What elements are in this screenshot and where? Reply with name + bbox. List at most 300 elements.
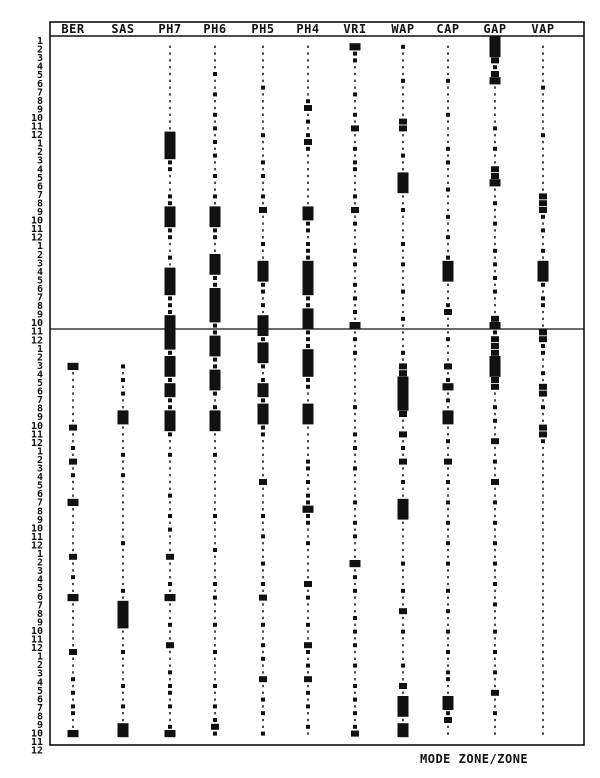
cell-cap <box>447 372 449 374</box>
cell-gap <box>494 256 496 258</box>
cell-vri <box>354 277 356 279</box>
cell-ph4 <box>307 712 309 714</box>
cell-ph4 <box>306 256 310 260</box>
cell-ph7 <box>165 329 176 336</box>
cell-wap <box>398 499 409 506</box>
cell-gap <box>494 100 496 102</box>
cell-ber <box>72 454 74 456</box>
cell-vri <box>354 569 356 571</box>
cell-wap <box>402 488 404 490</box>
cell-gap <box>494 270 496 272</box>
cell-ph7 <box>169 664 171 666</box>
cell-vri <box>354 86 356 88</box>
cell-ber <box>72 603 74 605</box>
cell-ph5 <box>262 52 264 54</box>
cell-ph5 <box>262 522 264 524</box>
cell-gap <box>494 284 496 286</box>
cell-wap <box>399 411 407 417</box>
cell-vap <box>542 148 544 150</box>
cell-ph7 <box>168 514 172 518</box>
cell-gap <box>494 576 496 578</box>
cell-cap <box>447 175 449 177</box>
cell-ph7 <box>169 698 171 700</box>
cell-vap <box>542 488 544 490</box>
cell-wap <box>398 390 409 397</box>
cell-ph5 <box>262 630 264 632</box>
cell-wap <box>402 420 404 422</box>
cell-ph6 <box>213 718 217 722</box>
cell-ph6 <box>213 92 217 96</box>
cell-vap <box>539 200 547 206</box>
cell-vap <box>542 358 544 360</box>
cell-ph4 <box>307 562 309 564</box>
row-tick-label: 10 <box>30 112 43 124</box>
cell-ph6 <box>210 308 221 315</box>
cell-gap <box>493 630 497 634</box>
cell-vri <box>353 58 357 62</box>
cell-ber <box>72 569 74 571</box>
cell-cap <box>447 549 449 551</box>
cell-cap <box>446 630 450 634</box>
cell-cap <box>447 318 449 320</box>
cell-wap <box>402 168 404 170</box>
cell-vap <box>542 80 544 82</box>
cell-vri <box>350 560 361 567</box>
cell-cap <box>447 222 449 224</box>
cell-ph7 <box>165 315 176 322</box>
cell-ph6 <box>213 548 217 552</box>
cell-vri <box>354 256 356 258</box>
cell-wap <box>398 397 409 404</box>
cell-ph7 <box>169 474 171 476</box>
cell-ph4 <box>307 603 309 605</box>
cell-gap <box>494 644 496 646</box>
row-tick-label: 4 <box>36 574 43 586</box>
cell-ph4 <box>307 168 309 170</box>
cell-vap <box>542 494 544 496</box>
cell-vri <box>354 610 356 612</box>
cell-wap <box>399 370 407 376</box>
cell-vap <box>542 698 544 700</box>
cell-gap <box>494 399 496 401</box>
row-tick-label: 1 <box>36 651 43 663</box>
cell-vap <box>542 188 544 190</box>
cell-ph6 <box>213 276 217 280</box>
cell-wap <box>402 583 404 585</box>
cell-ber <box>72 494 74 496</box>
cell-ph5 <box>261 582 265 586</box>
cell-wap <box>398 696 409 703</box>
cell-ph4 <box>307 52 309 54</box>
cell-ber <box>69 649 77 655</box>
cell-ph7 <box>168 432 172 436</box>
cell-ph6 <box>214 542 216 544</box>
cell-gap <box>494 154 496 156</box>
cell-cap <box>447 168 449 170</box>
cell-ph6 <box>214 243 216 245</box>
cell-ph7 <box>169 535 171 537</box>
cell-sas <box>121 364 125 368</box>
cell-gap <box>493 126 497 130</box>
cell-ph5 <box>261 283 265 287</box>
cell-cap <box>447 297 449 299</box>
cell-ph5 <box>262 637 264 639</box>
cell-cap <box>447 508 449 510</box>
cell-ph5 <box>261 242 265 246</box>
row-tick-label: 3 <box>36 53 43 65</box>
cell-vri <box>354 379 356 381</box>
cell-gap <box>490 77 501 84</box>
cell-ph5 <box>262 372 264 374</box>
cell-ph6 <box>214 161 216 163</box>
cell-vri <box>354 420 356 422</box>
cell-ber <box>72 522 74 524</box>
cell-ph6 <box>214 671 216 673</box>
cell-ph7 <box>169 488 171 490</box>
cell-ph4 <box>304 581 312 587</box>
cell-ph7 <box>168 160 172 164</box>
cell-ph6 <box>213 194 217 198</box>
cell-vap <box>542 175 544 177</box>
cell-vap <box>541 133 545 137</box>
cell-sas <box>122 528 124 530</box>
cell-gap <box>494 107 496 109</box>
cell-cap <box>446 677 450 681</box>
cell-vap <box>541 351 545 355</box>
cell-ph5 <box>259 676 267 682</box>
cell-ph6 <box>210 288 221 295</box>
cell-vap <box>542 705 544 707</box>
cell-ber <box>69 459 77 465</box>
cell-ph4 <box>303 274 314 281</box>
cell-vri <box>354 705 356 707</box>
cell-ph7 <box>165 370 176 377</box>
cell-vri <box>354 243 356 245</box>
cell-wap <box>402 569 404 571</box>
cell-wap <box>402 440 404 442</box>
cell-gap <box>494 664 496 666</box>
cell-wap <box>399 608 407 614</box>
cell-gap <box>494 243 496 245</box>
cell-gap <box>494 515 496 517</box>
cell-gap <box>490 43 501 50</box>
cell-sas <box>122 644 124 646</box>
cell-sas <box>122 406 124 408</box>
cell-wap <box>402 256 404 258</box>
cell-wap <box>401 79 405 83</box>
cell-vap <box>542 644 544 646</box>
cell-ph4 <box>303 356 314 363</box>
cell-cap <box>446 79 450 83</box>
cell-gap <box>494 494 496 496</box>
cell-wap <box>402 658 404 660</box>
cell-ph7 <box>169 66 171 68</box>
cell-ph5 <box>262 188 264 190</box>
column-label-wap: WAP <box>391 22 415 36</box>
cell-ph5 <box>259 479 267 485</box>
row-tick-label: 4 <box>36 266 43 278</box>
cell-ph5 <box>262 556 264 558</box>
row-tick-label: 1 <box>36 241 43 253</box>
cell-gap <box>491 438 499 444</box>
column-label-cap: CAP <box>436 22 460 36</box>
cell-wap <box>402 93 404 95</box>
cell-sas <box>122 583 124 585</box>
cell-ph5 <box>262 590 264 592</box>
cell-ph4 <box>304 105 312 111</box>
cell-vri <box>354 386 356 388</box>
cell-gap <box>494 685 496 687</box>
cell-gap <box>494 447 496 449</box>
cell-ph5 <box>261 398 265 402</box>
cell-wap <box>402 719 404 721</box>
cell-cap <box>447 617 449 619</box>
cell-ph5 <box>262 508 264 510</box>
row-tick-label: 4 <box>36 677 43 689</box>
cell-ber <box>72 542 74 544</box>
row-tick-label: 3 <box>36 566 43 578</box>
cell-ph4 <box>307 671 309 673</box>
cell-ph6 <box>213 623 217 627</box>
cell-vap <box>541 249 545 253</box>
row-tick-label: 3 <box>36 360 43 372</box>
cell-ph5 <box>262 107 264 109</box>
cell-ph4 <box>306 480 310 484</box>
cell-ph4 <box>304 676 312 682</box>
cell-ph5 <box>262 501 264 503</box>
cell-vap <box>542 399 544 401</box>
cell-cap <box>447 182 449 184</box>
cell-cap <box>447 494 449 496</box>
cell-ph4 <box>304 139 312 145</box>
cell-wap <box>402 229 404 231</box>
cell-ph7 <box>169 610 171 612</box>
cell-ph7 <box>168 167 172 171</box>
cell-ph5 <box>259 595 267 601</box>
cell-ph7 <box>169 501 171 503</box>
cell-sas <box>122 549 124 551</box>
row-tick-label: 2 <box>36 557 43 569</box>
cell-ph7 <box>165 730 176 737</box>
cell-wap <box>402 161 404 163</box>
cell-cap <box>444 459 452 465</box>
cell-sas <box>122 447 124 449</box>
cell-wap <box>402 345 404 347</box>
cell-gap <box>494 508 496 510</box>
cell-cap <box>443 383 454 390</box>
row-tick-label: 1 <box>36 549 43 560</box>
cell-vap <box>539 207 547 213</box>
cell-vap <box>542 447 544 449</box>
cell-ph7 <box>169 522 171 524</box>
cell-vap <box>542 52 544 54</box>
cell-ph6 <box>214 658 216 660</box>
cell-vri <box>353 711 357 715</box>
cell-sas <box>122 712 124 714</box>
cell-ph7 <box>169 576 171 578</box>
cell-ph6 <box>210 376 221 383</box>
cell-vri <box>354 624 356 626</box>
cell-vap <box>542 481 544 483</box>
cell-ber <box>72 664 74 666</box>
cell-ber <box>72 488 74 490</box>
cell-wap <box>402 141 404 143</box>
cell-vap <box>542 243 544 245</box>
cell-ph6 <box>214 603 216 605</box>
cell-ph6 <box>213 364 217 368</box>
cell-ph5 <box>262 154 264 156</box>
cell-wap <box>399 125 407 131</box>
cell-ph7 <box>165 417 176 424</box>
cell-vap <box>542 318 544 320</box>
cell-vap <box>542 256 544 258</box>
cell-vap <box>542 141 544 143</box>
cell-vri <box>354 596 356 598</box>
cell-vap <box>541 283 545 287</box>
cell-cap <box>447 685 449 687</box>
cell-vri <box>354 134 356 136</box>
cell-ph6 <box>214 80 216 82</box>
cell-ph4 <box>306 133 310 137</box>
cell-gap <box>494 705 496 707</box>
cell-ph5 <box>262 202 264 204</box>
cell-sas <box>122 440 124 442</box>
cell-cap <box>447 658 449 660</box>
row-tick-label: 1 <box>36 446 43 458</box>
cell-ph5 <box>262 141 264 143</box>
column-label-ph5: PH5 <box>251 22 275 36</box>
cell-vri <box>354 549 356 551</box>
cell-cap <box>447 624 449 626</box>
cell-ber <box>72 413 74 415</box>
cell-ph5 <box>262 229 264 231</box>
cell-vri <box>354 365 356 367</box>
cell-vap <box>539 431 547 437</box>
cell-gap <box>493 405 497 409</box>
row-tick-label: 7 <box>36 497 43 509</box>
cell-wap <box>401 480 405 484</box>
cell-vri <box>354 216 356 218</box>
cell-ber <box>72 562 74 564</box>
row-tick-label: 1 <box>36 138 43 150</box>
cell-ph4 <box>306 378 310 382</box>
cell-ph6 <box>214 46 216 48</box>
cell-sas <box>122 671 124 673</box>
cell-gap <box>490 363 501 370</box>
cell-wap <box>402 66 404 68</box>
cell-vap <box>542 671 544 673</box>
cell-ph5 <box>262 114 264 116</box>
row-tick-label: 7 <box>36 702 43 714</box>
cell-gap <box>491 173 499 179</box>
cell-gap <box>494 93 496 95</box>
cell-ph5 <box>262 59 264 61</box>
cell-ph5 <box>262 610 264 612</box>
cell-ph7 <box>165 363 176 370</box>
cell-cap <box>447 331 449 333</box>
cell-ph4 <box>306 596 310 600</box>
cell-cap <box>447 127 449 129</box>
cell-ph5 <box>261 698 265 702</box>
cell-cap <box>447 86 449 88</box>
cell-gap <box>494 216 496 218</box>
cell-vap <box>542 168 544 170</box>
cell-vap <box>542 651 544 653</box>
cell-cap <box>446 303 450 307</box>
cell-sas <box>122 678 124 680</box>
cell-ph6 <box>214 637 216 639</box>
cell-ph7 <box>169 250 171 252</box>
cell-gap <box>494 236 496 238</box>
cell-wap <box>398 172 409 179</box>
cell-cap <box>447 692 449 694</box>
cell-ph6 <box>214 467 216 469</box>
cell-vri <box>353 283 357 287</box>
cell-ph4 <box>306 460 310 464</box>
cell-wap <box>402 100 404 102</box>
cell-cap <box>446 215 450 219</box>
cell-ph6 <box>211 724 219 730</box>
cell-ph5 <box>261 160 265 164</box>
cell-vri <box>353 698 357 702</box>
cell-wap <box>399 683 407 689</box>
cell-gap <box>491 316 499 322</box>
cell-ph6 <box>210 410 221 417</box>
cell-vri <box>354 515 356 517</box>
cell-ph4 <box>307 154 309 156</box>
cell-cap <box>447 107 449 109</box>
cell-wap <box>402 222 404 224</box>
cell-ph6 <box>213 154 217 158</box>
cell-vap <box>538 268 549 275</box>
cell-wap <box>402 338 404 340</box>
cell-vri <box>354 66 356 68</box>
cell-sas <box>121 392 125 396</box>
cell-ph5 <box>261 378 265 382</box>
cell-cap <box>447 732 449 734</box>
cell-wap <box>402 426 404 428</box>
cell-ph7 <box>165 145 176 152</box>
cell-ph4 <box>306 704 310 708</box>
cell-ph4 <box>306 514 310 518</box>
cell-sas <box>122 664 124 666</box>
cell-ph6 <box>214 488 216 490</box>
cell-vri <box>353 643 357 647</box>
footer-label: MODE ZONE/ZONE <box>420 752 529 766</box>
cell-ph7 <box>166 642 174 648</box>
cell-cap <box>447 596 449 598</box>
cell-vap <box>542 222 544 224</box>
row-tick-label: 12 <box>30 745 43 757</box>
cell-gap <box>494 454 496 456</box>
cell-vap <box>541 296 545 300</box>
cell-ph5 <box>262 256 264 258</box>
cell-wap <box>398 506 409 513</box>
cell-ph4 <box>307 535 309 537</box>
cell-wap <box>402 637 404 639</box>
cell-ph4 <box>303 404 314 411</box>
row-tick-label: 12 <box>30 130 43 142</box>
cell-ph4 <box>307 685 309 687</box>
cell-ph7 <box>169 59 171 61</box>
cell-wap <box>402 297 404 299</box>
cell-gap <box>491 166 499 172</box>
cell-vri <box>354 488 356 490</box>
cell-vri <box>354 651 356 653</box>
cell-ph7 <box>169 617 171 619</box>
cell-ph7 <box>168 296 172 300</box>
cell-ph6 <box>214 59 216 61</box>
